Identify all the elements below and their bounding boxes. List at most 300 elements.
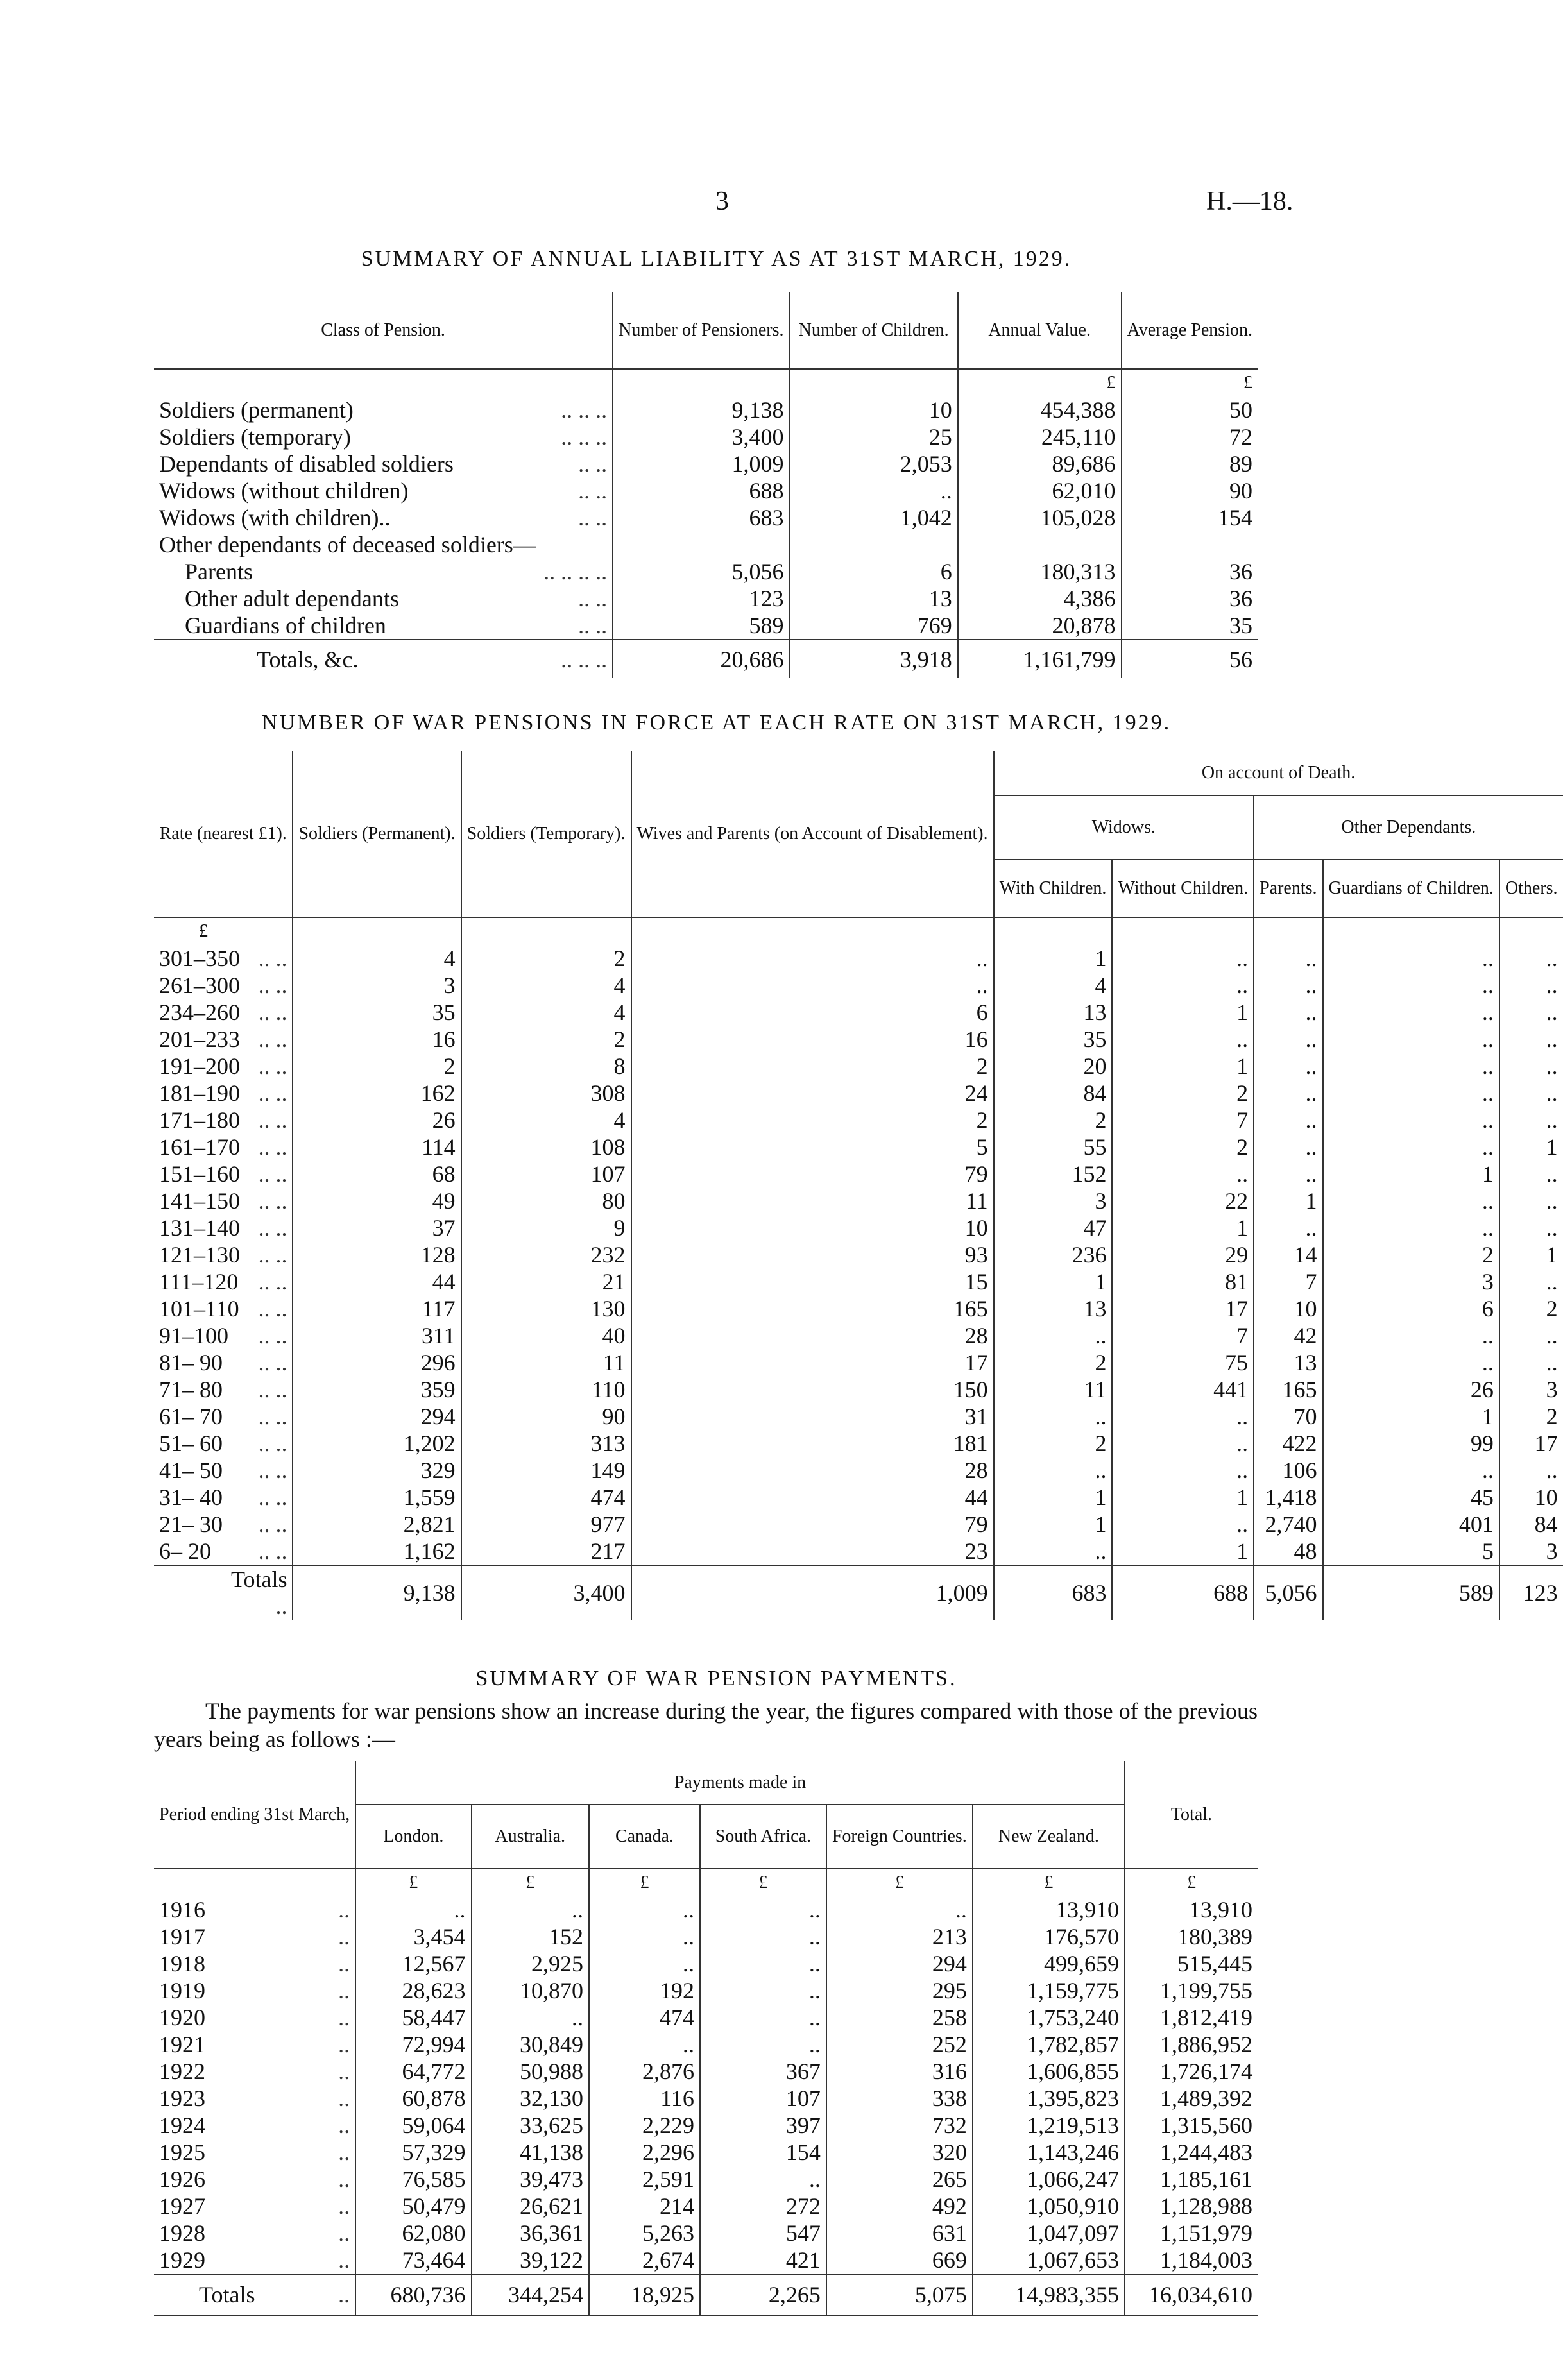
value-cell: .. [1323,1187,1499,1214]
value-cell: 232 [461,1241,631,1268]
table-row [154,1977,1258,2004]
table-row [154,1053,1563,1080]
value-cell: 296 [293,1349,461,1376]
col-soldiers-permanent: Soldiers (Permanent). [293,751,461,917]
value-cell: 42 [1254,1322,1322,1349]
totals-cell: 18,925 [589,2274,700,2315]
blank [1499,917,1563,945]
value-cell: .. [1499,1107,1563,1134]
leader-dots: .. .. [258,1269,287,1295]
value-cell: .. [1499,972,1563,999]
leader-dots: .. [338,1924,350,1950]
leader-dots: .. .. [258,1026,287,1052]
currency-symbol [613,369,789,396]
value-cell: 8 [461,1053,631,1080]
leader-dots: .. [338,2112,350,2138]
value-cell-v: 245,110 [958,423,1122,450]
value-cell: 11 [994,1376,1113,1403]
value-cell-c [790,531,958,558]
value-cell: 2,229 [589,2112,700,2139]
table-row [154,531,1258,558]
value-cell: .. [1323,1026,1499,1053]
row-label-text: Guardians of children [185,613,386,638]
table-row [154,1923,1258,1950]
rate-label [154,1160,293,1187]
table-row [154,1268,1563,1295]
totals-cell: 123 [1499,1565,1563,1620]
table-row [154,2058,1258,2085]
value-cell: 22 [1112,1187,1254,1214]
leader-dots: .. .. .. [561,424,608,450]
col-pensioners: Number of Pensioners. [613,292,789,369]
table-row [154,1080,1563,1107]
currency-symbol: £ [589,1869,700,1896]
value-cell: 2,876 [589,2058,700,2085]
blank [631,917,994,945]
value-cell: 114 [293,1134,461,1160]
page-number: 3 [715,187,729,216]
value-cell: .. [1499,1160,1563,1187]
value-cell: 1 [994,1484,1113,1511]
value-cell: 2 [461,945,631,972]
value-cell: 1,315,560 [1125,2112,1258,2139]
value-cell-v: 180,313 [958,558,1122,585]
value-cell: 1 [1323,1160,1499,1187]
value-cell: 192 [589,1977,700,2004]
value-cell: 1,812,419 [1125,2004,1258,2031]
value-cell: 1,202 [293,1430,461,1457]
value-cell-v: 20,878 [958,612,1122,640]
year-label [154,1950,355,1977]
value-cell: 441 [1112,1376,1254,1403]
blank [1254,917,1322,945]
table-row [154,2031,1258,2058]
value-cell-p: 589 [613,612,789,640]
value-cell-c: 1,042 [790,504,958,531]
totals-cell: 683 [994,1565,1113,1620]
table-row [154,972,1563,999]
value-cell-p: 9,138 [613,396,789,423]
value-cell: 1,143,246 [973,2139,1125,2166]
value-cell: 36,361 [472,2220,589,2247]
table-row [154,1950,1258,1977]
leader-dots: .. .. [258,999,287,1025]
value-cell: 2,821 [293,1511,461,1538]
totals-cell: 5,075 [826,2274,973,2315]
value-cell: .. [1323,1457,1499,1484]
value-cell: .. [631,972,994,999]
rate-range: 151–160 [159,1161,240,1187]
currency-symbol: £ [700,1869,826,1896]
year-label [154,2166,355,2193]
row-label [154,450,613,477]
col-value: Annual Value. [958,292,1122,369]
year-label [154,2193,355,2220]
value-cell: 4 [994,972,1113,999]
value-cell-a: 36 [1122,585,1258,612]
year: 1918 [159,1951,205,1976]
value-cell-v: 4,386 [958,585,1122,612]
table-row [154,1896,1258,1923]
value-cell: 152 [472,1923,589,1950]
value-cell: .. [589,1950,700,1977]
leader-dots: .. .. [258,1242,287,1268]
table-row [154,2112,1258,2139]
value-cell: .. [355,1896,471,1923]
leader-dots: .. [338,2220,350,2246]
value-cell: 165 [631,1295,994,1322]
value-cell: 2 [293,1053,461,1080]
leader-dots: .. .. [258,1377,287,1402]
rate-label [154,1026,293,1053]
value-cell: 217 [461,1538,631,1565]
value-cell: 50,479 [355,2193,471,2220]
year-label [154,2058,355,2085]
rate-range: 101–110 [159,1296,239,1322]
leader-dots: .. .. [578,505,608,531]
value-cell: 5 [1323,1538,1499,1565]
value-cell: 1 [1112,1053,1254,1080]
rate-label [154,1080,293,1107]
value-cell: 1,219,513 [973,2112,1125,2139]
value-cell: 35 [994,1026,1113,1053]
row-label-text: Other dependants of deceased soldiers— [159,532,536,557]
table-row [154,477,1258,504]
totals-cell: 589 [1323,1565,1499,1620]
year: 1926 [159,2166,205,2192]
value-cell: 213 [826,1923,973,1950]
year: 1916 [159,1897,205,1923]
value-cell: .. [1499,1349,1563,1376]
value-cell: 1,185,161 [1125,2166,1258,2193]
value-cell: 17 [631,1349,994,1376]
value-cell: 1,559 [293,1484,461,1511]
value-cell: 26,621 [472,2193,589,2220]
year-label [154,1896,355,1923]
value-cell: 236 [994,1241,1113,1268]
value-cell: 2 [994,1107,1113,1134]
rate-label [154,1376,293,1403]
value-cell: 2 [631,1053,994,1080]
table-row [154,1134,1563,1160]
totals-cell: 9,138 [293,1565,461,1620]
currency-symbol: £ [1122,369,1258,396]
value-cell: .. [1323,1322,1499,1349]
value-cell: 2 [1112,1080,1254,1107]
value-cell-v: 105,028 [958,504,1122,531]
blank [461,917,631,945]
value-cell: 50,988 [472,2058,589,2085]
value-cell: 2,740 [1254,1511,1322,1538]
value-cell: 26 [293,1107,461,1134]
rate-range: 181–190 [159,1080,240,1106]
totals-row [154,640,1258,678]
rate-range: 171–180 [159,1107,240,1133]
col-widows: Widows. [994,795,1254,860]
value-cell: 28 [631,1322,994,1349]
leader-dots: .. .. [258,946,287,971]
col-australia: Australia. [472,1805,589,1869]
row-label-text: Widows (without children) [159,478,409,504]
table-row [154,2193,1258,2220]
year-label [154,2004,355,2031]
value-cell: 1 [1499,1241,1563,1268]
value-cell: 64,772 [355,2058,471,2085]
value-cell: .. [589,1896,700,1923]
totals-cell: 2,265 [700,2274,826,2315]
payments-paragraph: The payments for war pensions show an increase during the year, the figures compared with those of the previous years being as follows :— [154,1698,1258,1752]
value-cell: 12,567 [355,1950,471,1977]
rate-label [154,1295,293,1322]
value-cell: 401 [1323,1511,1499,1538]
year: 1929 [159,2247,205,2273]
value-cell: 1 [994,1511,1113,1538]
value-cell: 1,782,857 [973,2031,1125,2058]
value-cell: 28,623 [355,1977,471,2004]
value-cell: 44 [293,1268,461,1295]
value-cell: 1,418 [1254,1484,1322,1511]
row-label [154,531,613,558]
value-cell: 2 [1323,1241,1499,1268]
totals-cell: 1,009 [631,1565,994,1620]
rate-label [154,1538,293,1565]
value-cell: 1,151,979 [1125,2220,1258,2247]
value-cell: .. [1254,945,1322,972]
value-cell-c: 6 [790,558,958,585]
value-cell: 6 [1323,1295,1499,1322]
value-cell: 2 [1499,1295,1563,1322]
value-cell: 294 [293,1403,461,1430]
value-cell: 272 [700,2193,826,2220]
value-cell: 1 [1112,999,1254,1026]
value-cell: 1 [1112,1214,1254,1241]
table-row [154,450,1258,477]
value-cell: 3 [293,972,461,999]
value-cell: 62,080 [355,2220,471,2247]
blank [154,1869,355,1896]
value-cell: 106 [1254,1457,1322,1484]
value-cell: 37 [293,1214,461,1241]
rate-range: 41– 50 [159,1458,223,1483]
rate-label [154,1268,293,1295]
value-cell: 2,591 [589,2166,700,2193]
row-label [154,585,613,612]
rate-range: 111–120 [159,1269,239,1295]
value-cell: .. [1499,1268,1563,1295]
value-cell: 2 [461,1026,631,1053]
value-cell: 93 [631,1241,994,1268]
col-without-children: Without Children. [1112,860,1254,917]
rate-label [154,1457,293,1484]
rate-range: 141–150 [159,1188,240,1214]
value-cell: 4 [461,1107,631,1134]
col-foreign: Foreign Countries. [826,1805,973,1869]
value-cell: 48 [1254,1538,1322,1565]
col-class: Class of Pension. [154,292,613,369]
rate-label [154,1053,293,1080]
value-cell: 10 [1499,1484,1563,1511]
leader-dots: .. .. .. .. [543,559,608,584]
value-cell: 359 [293,1376,461,1403]
value-cell: 130 [461,1295,631,1322]
col-children: Number of Children. [790,292,958,369]
value-cell: .. [1112,1160,1254,1187]
totals-row [154,1565,1563,1620]
leader-dots: .. .. [258,1134,287,1160]
value-cell: 1,244,483 [1125,2139,1258,2166]
value-cell: 128 [293,1241,461,1268]
totals-label-text: Totals, &c. [257,646,359,672]
year: 1922 [159,2059,205,2084]
rate-range: 6– 20 [159,1538,211,1564]
row-label [154,558,613,585]
table-row [154,1026,1563,1053]
value-cell: .. [994,1403,1113,1430]
row-label [154,423,613,450]
value-cell: .. [1254,1053,1322,1080]
year: 1924 [159,2112,205,2138]
rate-label [154,1134,293,1160]
value-cell: 1 [1254,1187,1322,1214]
col-london: London. [355,1805,471,1869]
totals-cell: 16,034,610 [1125,2274,1258,2315]
value-cell: 7 [1112,1322,1254,1349]
totals-cell: 5,056 [1254,1565,1322,1620]
value-cell-a: 35 [1122,612,1258,640]
table-row [154,1322,1563,1349]
leader-dots: .. .. [258,1296,287,1322]
col-period: Period ending 31st March, [154,1761,355,1869]
value-cell: 474 [461,1484,631,1511]
leader-dots: .. .. [258,1350,287,1375]
value-cell: 57,329 [355,2139,471,2166]
table-row [154,396,1258,423]
rate-label [154,1322,293,1349]
rate-range: 71– 80 [159,1377,223,1402]
rate-range: 81– 90 [159,1350,223,1375]
value-cell: 13 [994,1295,1113,1322]
value-cell: 55 [994,1134,1113,1160]
col-guardians: Guardians of Children. [1323,860,1499,917]
leader-dots: .. [275,1594,287,1619]
leader-dots: .. .. [258,1538,287,1564]
value-cell: 977 [461,1511,631,1538]
totals-cell-v: 1,161,799 [958,640,1122,678]
value-cell: 11 [461,1349,631,1376]
value-cell: 422 [1254,1430,1322,1457]
row-label-text: Other adult dependants [185,586,399,611]
value-cell: .. [1323,1134,1499,1160]
totals-row [154,2274,1258,2315]
value-cell: 338 [826,2085,973,2112]
value-cell: 669 [826,2247,973,2274]
value-cell: 75 [1112,1349,1254,1376]
value-cell: 4 [293,945,461,972]
value-cell-a: 36 [1122,558,1258,585]
value-cell: 2 [1499,1403,1563,1430]
value-cell: 3 [1499,1376,1563,1403]
value-cell: .. [1499,1457,1563,1484]
value-cell: .. [700,1923,826,1950]
year-label [154,2112,355,2139]
rate-label [154,1214,293,1241]
year: 1923 [159,2086,205,2111]
totals-cell: 688 [1112,1565,1254,1620]
value-cell: 81 [1112,1268,1254,1295]
leader-dots: .. .. [258,1484,287,1510]
rate-label [154,999,293,1026]
leader-dots: .. [338,2282,350,2308]
value-cell: .. [700,2166,826,2193]
value-cell: .. [1499,1322,1563,1349]
value-cell: .. [1499,1080,1563,1107]
table-row [154,1295,1563,1322]
col-wives-parents: Wives and Parents (on Account of Disablement). [631,751,994,917]
table-row [154,1349,1563,1376]
value-cell: .. [1254,1160,1322,1187]
value-cell: 90 [461,1403,631,1430]
value-cell-a: 50 [1122,396,1258,423]
value-cell: 294 [826,1950,973,1977]
value-cell: 84 [1499,1511,1563,1538]
rate-label [154,1187,293,1214]
value-cell: .. [1112,945,1254,972]
table-row [154,585,1258,612]
table-row [154,558,1258,585]
value-cell: 7 [1254,1268,1322,1295]
value-cell: 24 [631,1080,994,1107]
rate-range: 201–233 [159,1026,240,1052]
value-cell: 1,184,003 [1125,2247,1258,2274]
rate-range: 191–200 [159,1053,240,1079]
col-others: Others. [1499,860,1563,917]
rate-range: 121–130 [159,1242,240,1268]
value-cell: 150 [631,1376,994,1403]
value-cell: 308 [461,1080,631,1107]
value-cell: .. [1499,999,1563,1026]
value-cell: 21 [461,1268,631,1295]
value-cell: 23 [631,1538,994,1565]
value-cell: 108 [461,1134,631,1160]
year: 1928 [159,2220,205,2246]
value-cell: 47 [994,1214,1113,1241]
table-row [154,1241,1563,1268]
value-cell: .. [1323,1349,1499,1376]
rates-title: NUMBER OF WAR PENSIONS IN FORCE AT EACH RATE ON 31ST MARCH, 1929. [261,711,1172,735]
value-cell: .. [1254,1107,1322,1134]
value-cell: 3,454 [355,1923,471,1950]
rate-range: 261–300 [159,973,240,998]
value-cell: .. [1254,1026,1322,1053]
payments-table [154,1761,1258,2316]
rate-label [154,1403,293,1430]
value-cell: 1 [1112,1484,1254,1511]
value-cell: 252 [826,2031,973,2058]
row-label-text: Soldiers (temporary) [159,424,351,450]
rate-range: 51– 60 [159,1431,223,1456]
value-cell: 1 [994,1268,1113,1295]
value-cell: 13,910 [1125,1896,1258,1923]
rate-range: 234–260 [159,999,240,1025]
leader-dots: .. .. [258,1080,287,1106]
value-cell: 1,128,988 [1125,2193,1258,2220]
value-cell: 1,050,910 [973,2193,1125,2220]
value-cell: .. [1112,1511,1254,1538]
value-cell: .. [1254,1214,1322,1241]
year: 1927 [159,2193,205,2219]
value-cell: 16 [631,1026,994,1053]
totals-cell: 680,736 [355,2274,471,2315]
